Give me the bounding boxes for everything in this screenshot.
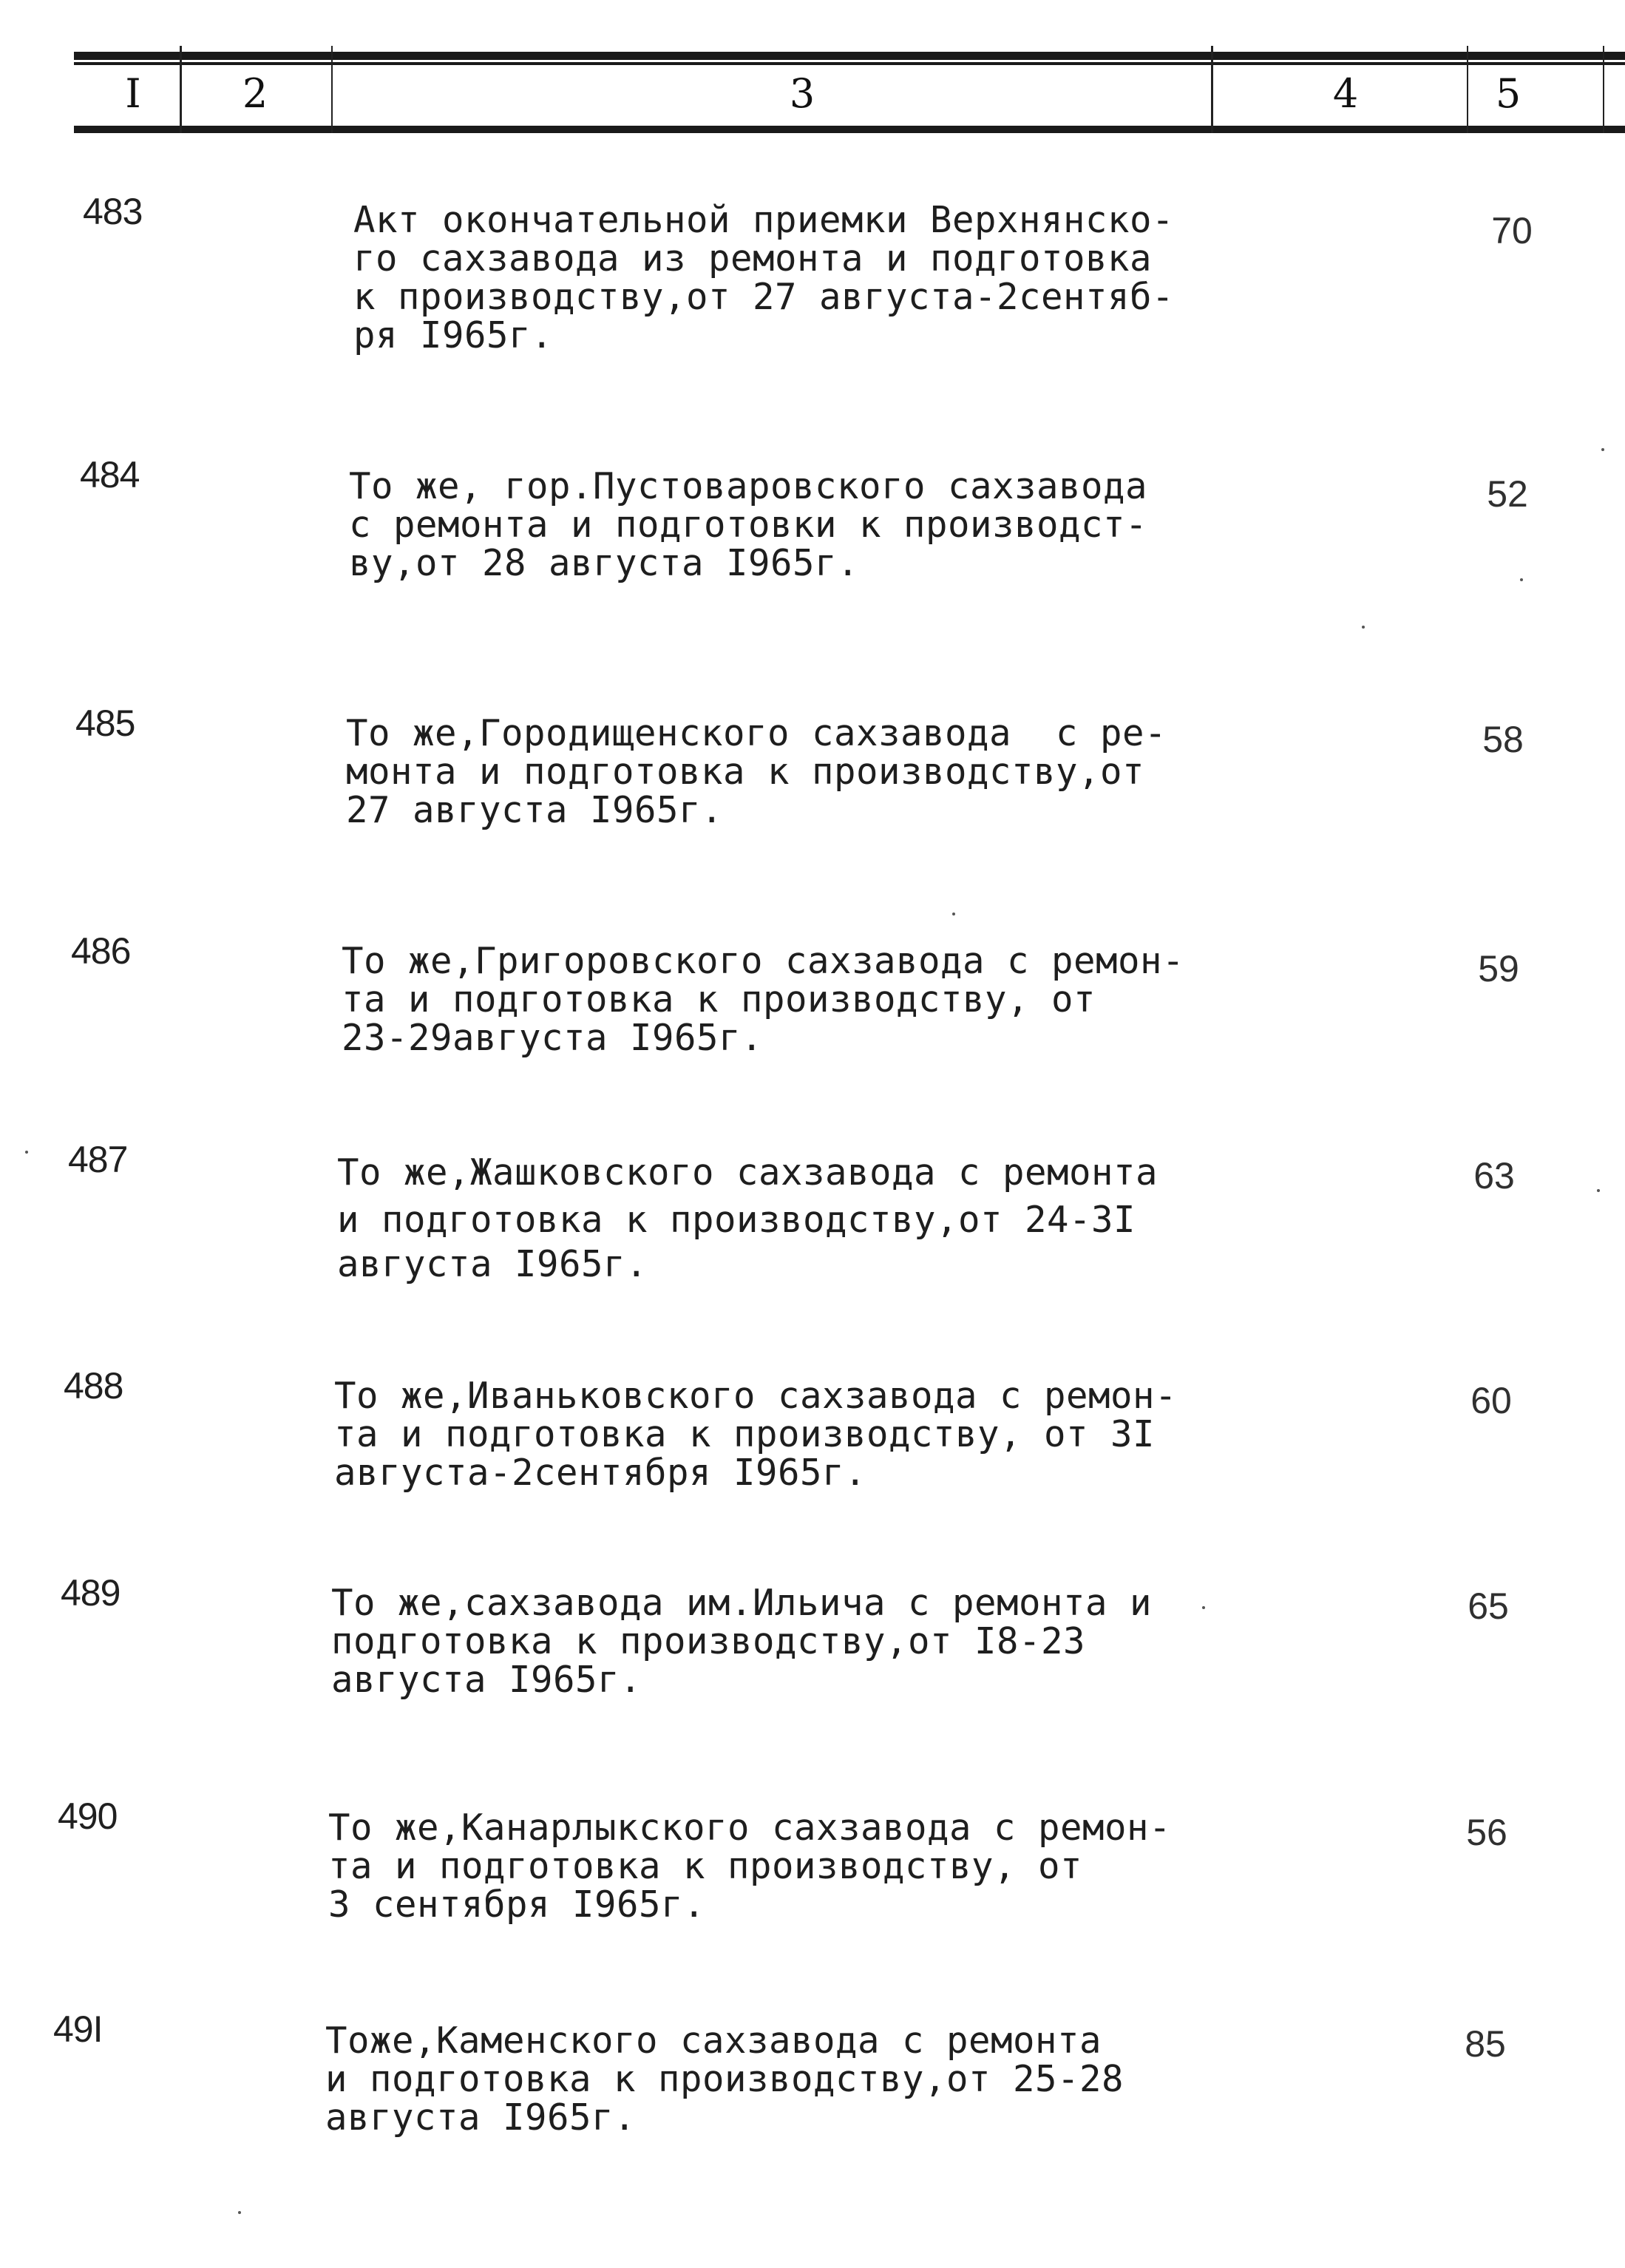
row-number: 486 bbox=[71, 930, 131, 972]
row-description-line: То же,Жашковского сахзавода с ремонта bbox=[337, 1151, 1158, 1194]
row-description-line: и подготовка к производству,от 24-3I bbox=[337, 1199, 1136, 1241]
column-divider bbox=[1211, 46, 1213, 133]
row-description-line: и подготовка к производству,от 25-28 bbox=[325, 2058, 1124, 2100]
row-description-line: к производству,от 27 августа-2сентяб- bbox=[353, 276, 1175, 318]
row-description-line: 3 сентября I965г. bbox=[328, 1883, 706, 1926]
row-page-count: 70 bbox=[1491, 210, 1533, 251]
column-header-4: 4 bbox=[1332, 70, 1359, 117]
row-description-line: То же, гор.Пустоваровского сахзавода bbox=[349, 465, 1148, 507]
row-description-line: Тоже,Каменского сахзавода с ремонта bbox=[325, 2020, 1102, 2062]
row-description-line: То же,Григоровского сахзавода с ремон- bbox=[342, 940, 1185, 982]
row-page-count: 58 bbox=[1482, 719, 1524, 760]
scan-speck bbox=[1202, 1606, 1205, 1609]
column-header-3: 3 bbox=[789, 70, 815, 117]
row-number: 484 bbox=[80, 454, 140, 495]
scan-speck bbox=[952, 913, 955, 915]
row-description-line: подготовка к производству,от I8-23 bbox=[331, 1620, 1086, 1662]
row-number: 488 bbox=[64, 1365, 123, 1407]
row-description-line: То же,Канарлыкского сахзавода с ремон- bbox=[328, 1807, 1172, 1849]
column-divider bbox=[1603, 46, 1604, 133]
row-description-line: 27 августа I965г. bbox=[346, 789, 724, 831]
row-page-count: 56 bbox=[1466, 1812, 1507, 1853]
row-page-count: 60 bbox=[1470, 1380, 1512, 1421]
column-header-5: 5 bbox=[1495, 70, 1521, 117]
row-page-count: 63 bbox=[1473, 1155, 1515, 1196]
row-number: 483 bbox=[83, 191, 143, 232]
row-description-line: То же,Иваньковского сахзавода с ремон- bbox=[334, 1375, 1178, 1417]
row-description-line: То же,Городищенского сахзавода с ре- bbox=[346, 712, 1167, 754]
row-description-line: го сахзавода из ремонта и подготовка bbox=[353, 237, 1153, 280]
scan-speck bbox=[1601, 448, 1604, 451]
row-description-line: та и подготовка к производству, от bbox=[328, 1845, 1083, 1887]
row-page-count: 52 bbox=[1487, 473, 1528, 515]
scan-speck bbox=[238, 2211, 241, 2214]
row-number: 485 bbox=[75, 703, 135, 744]
row-number: 487 bbox=[68, 1139, 128, 1180]
row-description-line: То же,сахзавода им.Ильича с ремонта и bbox=[331, 1582, 1153, 1624]
row-page-count: 59 bbox=[1478, 948, 1519, 989]
row-description-line: ря I965г. bbox=[353, 314, 554, 356]
row-description-line: Акт окончательной приемки Верхнянско- bbox=[353, 199, 1175, 241]
scan-speck bbox=[1597, 1189, 1600, 1192]
row-number: 489 bbox=[61, 1572, 121, 1614]
row-page-count: 65 bbox=[1468, 1585, 1509, 1627]
column-header-2: 2 bbox=[242, 70, 268, 117]
header-top-rule bbox=[74, 52, 1625, 60]
header-bottom-rule bbox=[74, 126, 1625, 133]
row-description-line: августа I965г. bbox=[331, 1659, 642, 1701]
row-description-line: ву,от 28 августа I965г. bbox=[349, 542, 860, 584]
scan-speck bbox=[1362, 626, 1365, 629]
row-description-line: 23-29августа I965г. bbox=[342, 1017, 764, 1059]
row-number: 490 bbox=[58, 1795, 118, 1837]
row-description-line: августа-2сентября I965г. bbox=[334, 1452, 867, 1494]
column-divider bbox=[331, 46, 333, 133]
scan-speck bbox=[1520, 578, 1523, 581]
row-number: 49I bbox=[53, 2008, 103, 2050]
row-description-line: монта и подготовка к производству,от bbox=[346, 751, 1145, 793]
header-top-rule-thin bbox=[74, 62, 1625, 65]
column-header-1: I bbox=[125, 70, 141, 117]
row-description-line: та и подготовка к производству, от bbox=[342, 978, 1096, 1020]
scan-speck bbox=[25, 1151, 28, 1154]
column-divider bbox=[180, 46, 182, 133]
row-page-count: 85 bbox=[1465, 2023, 1506, 2065]
row-description-line: августа I965г. bbox=[325, 2096, 637, 2139]
row-description-line: августа I965г. bbox=[337, 1243, 648, 1285]
row-description-line: с ремонта и подготовки к производст- bbox=[349, 504, 1148, 546]
row-description-line: та и подготовка к производству, от 3I bbox=[334, 1413, 1156, 1455]
